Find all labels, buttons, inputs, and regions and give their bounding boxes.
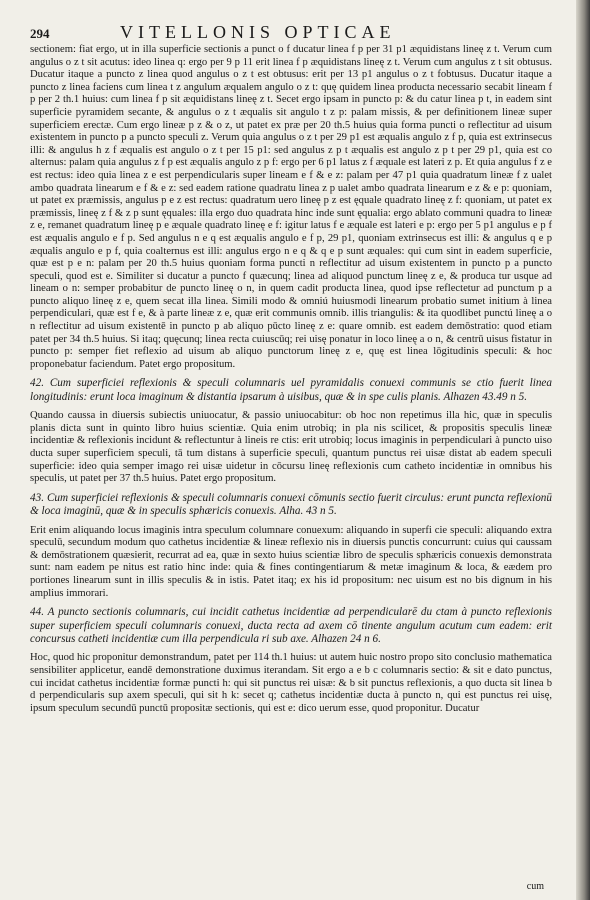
running-head: VITELLONIS OPTICAE <box>120 22 396 42</box>
page-edge-shadow <box>576 0 590 900</box>
paragraph-44-text: Hoc, quod hic proponitur demonstrandum, patet per 114 th.1 huius: ut autem huic nostro propo sito conclusio mathematica sensibiliter applicetur, eandē demonstratione duximus iterandam. Sit ergo a e b c columnaris sectio: & sit e dato punctus, cui incidat cathetus incidentiæ formæ puncti h: qui sit punctus rei uisæ: & b sit punctus reflexionis, a quo ducta sit linea b d perpendicularis sup axem speculi, qui sit h k: secet q; cathetus incidentiæ ducta à puncto n, qui est punctus rei uisę, ipsum speculum secundū punctū propositæ sectionis, qui est e: dico uerum esse, quod proponitur. Ducatur <box>30 652 552 714</box>
paragraph-proof: sectionem: fiat ergo, ut in illa superficie sectionis a punct o f ducatur linea f p per 31 p1 æquidistans lineę z t. Verum cum angulus o z t sit acutus: ideo linea q: ergo per 9 p 11 erit linea f p æquidistans lineę z t. Verum cum angulus z t sit obtusus. Ducatur itaque a puncto z linea quod angulus o z t est obtusus: erit per 13 p1 angulus o z t fobtusus. Ducatur itaque a puncto z linea faciens cum linea t z angulum æqualem angulo o z t: quę quidem linea producta necessario secabit lineam f p per 2 th.1 huius: cum linea f p sit æquidistans lineę z t. Secet ergo ipsam in puncto p: & du catur linea p t, in eadem sint superficie pyramidem secante, & angulus o z t æqualis sit angulo t z p: palam missis, & per definitionem lineæ super superficiem erectæ. Cum ergo lineæ p z & o z, ut patet ex præ per 20 th.5 huius quia forma puncti o reflectitur ad uisum existentem in puncto p a puncto speculi z. Verum quia angulus o z t per 29 p1 est æqualis angulo z f p, quia est extrinsecus illi: & angulus h z f æqualis est angulo o z t per 15 p1: sed angulus z p t æqualis est angulo z p t per 29 p1, quia est co alternus: palam quia angulus z f p est æqualis angulo z p f: ergo per 6 p1 latus z f æquale est lateri z p. Et quia angulus f z e est rectus: ideo quia linea z e est perpendicularis super lineam e f & e z: palam per 47 p1 quia quadratum lineæ f z ualet ambo quadrata linearum e f & e z: sed eadem ratione quadratu linea z p ualet ambo quadrata linearum e z & e p: quoniam, ut patet ex præmissis, angulus p e z est rectus: quadratum uero lineę p z est ęquale quadrato lineę z f: quoniam, ut patet ex præmissis, lineę z f & z p sunt ęquales: illa ergo duo quadrata hinc inde sunt ęqualia: ergo ablato communi quadra to lineæ z e, remanet quadratum lineę p e æquale quadrato lineę e f: igitur latus f e æquale est lateri e p: ergo per 5 p1 angulus e p f est æqualis angulo e f p. Sed angulus n e q est æqualis angulo e f p, 29 p1, quoniam extrinsecus est illi: & angulus q e p æqualis angulo e p f, quia coalternus est illi: angulus ergo n e q & q e p sunt æquales: qui cum sint in eadem superficie, quæ est p e n: palam per 20 th.5 huius quoniam forma puncti n reflectitur ad uisum existentem in puncto p a puncto speculi, quod est e. Similiter si ducatur a puncto f quæcunq; linea ad aliquod punctum lineę z e, & produca tur usque ad lineam o n: semper probabitur de puncto lineę o n, in quem cadit producta linea, quod ipse reflectetur ad punctum p a puncto aliquo lineę z e, quem secat illa linea. Simili modo & omniú huiusmodi linearum probatio sumet initium à linea perpendiculari, quæ est f e, & à parte lineæ z e, quæ erit communis omnib. illis triangulis: & ita quodlibet punctú lineę a o n reflectitur ad uisum existentē in puncto p ab aliquo pūcto lineę z e: quare omnib. est eadem demōstratio: quod etiam patet per 34 th.5 huius. Si itaq; quęcunq; linea recta cuiuscūq; rei uisę ponatur in loco lineę a o n, & centrū uisus fistatur in puncto p: semper fiet reflexio ad uisum ab aliquo punctorum lineę z e, quę est linea lōgitudinis speculi: & hoc proponebatur faciendum. Patet ergo propositum. <box>30 44 552 370</box>
page-header <box>30 22 550 44</box>
paragraph-43-text: Erit enim aliquando locus imaginis intra speculum columnare conuexum: aliquando in superfi cie speculi: aliquando extra speculū, secundum modum quo cathetus incidentiæ & lineæ reflexio nis in diuersis punctis concurrunt: cuius qui caussam & demōstrationem quæsierit, recurrat ad ea, quæ in sexto huius scientiæ libro de speculis sphæricis conuexis demonstrata sunt: nam eadem pe nitus est ratio hinc inde: quia & fines contingentiarum & metæ imaginum & loca, & eædem pro portiones linearum sunt in illis speculis & in istis. Patet itaq; ex his id propositum: nec uisum est no bis dignum in his amplius immorari. <box>30 524 552 599</box>
page-body <box>30 44 552 884</box>
catchword: cum <box>526 881 544 892</box>
page-number: 294 <box>30 26 50 41</box>
proposition-43: 43. Cum superficiei reflexionis & speculi columnaris conuexi cōmunis sectio fuerit circulus: erunt puncta reflexionū & loca imaginū, quæ & in speculis sphæricis conuexis. Alha. 43 n 5. <box>30 491 552 518</box>
proposition-44: 44. A puncto sectionis columnaris, cui incidit cathetus incidentiæ ad perpendicularē du ctam à puncto reflexionis super superficiem speculi columnaris conuexi, ducta recta ad axem cō tinente angulum acutum cum eadem: erit concursus catheti incidentiæ cum illa perpendicula ri sub axe. Alhazen 24 n 6. <box>30 606 552 645</box>
paragraph-42-text: Quando caussa in diuersis subiectis uniuocatur, & passio uniuocabitur: ob hoc non repetimus illa hic, quæ in speculis planis dicta sunt in quinto libro huius scientiæ. Quia enim utrobiq; in pla nis scilicet, & propositis speculis lineæ incidentiæ & reflexionis incidunt & reflectuntur à lineis re ctis: erit utrobiq; locus imaginis in perpendiculari à puncto uiso ducta super superficiem speculi, tā tum distans à superficie speculi, quantum punctus rei uisæ distat ab eadem speculi superficie: ideo quia semper imago rei uisæ uidetur in cōcursu lineę reflexionis cum catheto incidentiæ in omnibus his speculis, ut patet per 37 th.5 huius. Patet ergo propositum. <box>30 410 552 485</box>
proposition-42: 42. Cum superficiei reflexionis & speculi columnaris uel pyramidalis conuexi communis se ctio fuerit linea longitudinis: erunt loca imaginum & distantia ipsarum à uisibus, quæ & in spe culis planis. Alhazen 43.49 n 5. <box>30 377 552 403</box>
